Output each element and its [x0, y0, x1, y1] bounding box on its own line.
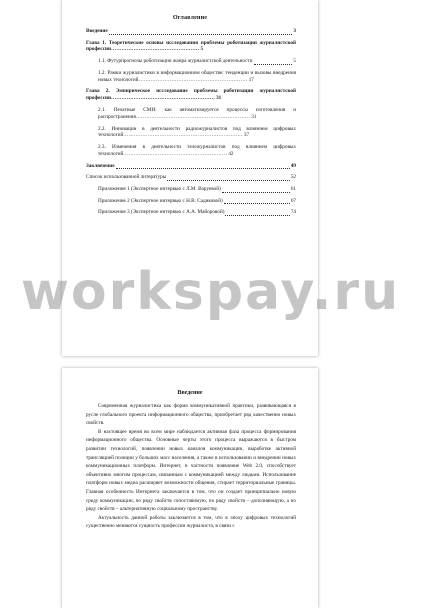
document-page-1 [62, 0, 318, 356]
toc-entry-appendix-3[interactable]: Приложение 3 (Экспертное интервью с А.А. Майоровой) 74 [98, 209, 296, 216]
toc-title: Оглавление [172, 14, 208, 21]
intro-paragraph-3: Актуальность данной работы заключается в том, что в эпоху цифровых технологий существенно меняются сущность профессии журналиста, в связи с [86, 514, 296, 530]
toc-leader [225, 211, 289, 216]
toc-entry-2-1[interactable]: 2.1. Печатные СМИ: как автоматизируется процессы изготовления и распространения………………………………………………………… 31 [98, 106, 296, 120]
toc-entry-references[interactable]: Список использованной литературы 52 [86, 174, 296, 181]
document-page-2 [62, 368, 318, 608]
watermark: workspay.ru [20, 262, 401, 322]
toc-entry-appendix-1[interactable]: Приложение 1 (Экспертное интервью с Л.М. Варуевой) 61 [98, 185, 296, 192]
toc-entry-chapter-1[interactable]: Глава 1. Теоретические основы исследования проблемы роботизации журналистской профессии…………………………………………… 5 [86, 39, 296, 53]
toc-entry-2-2[interactable]: 2.2. Инновации в деятельности радиожурналистов под влиянием цифровых технологий…………………………………………………………… 37 [98, 125, 296, 139]
toc-leader [224, 199, 290, 204]
toc-leader [254, 60, 293, 65]
intro-body [86, 402, 296, 531]
toc-leader [116, 164, 290, 169]
toc-entry-appendix-2[interactable]: Приложение 2 (Экспертное интервью с Н.В. Садиковой) 67 [98, 197, 296, 204]
toc-leader [167, 176, 290, 181]
toc-entry-conclusion[interactable]: Заключение 49 [86, 162, 296, 169]
toc-leader [222, 188, 290, 193]
table-of-contents [86, 28, 296, 216]
toc-entry-introduction[interactable]: Введение 3 [86, 28, 296, 34]
toc-entry-1-2[interactable]: 1.2. Рамки журналистики в информационном обществе: тенденции и вызовы внедрения новых технологий……………………………………………………… 17 [98, 69, 296, 83]
intro-paragraph-2: В настоящее время во всем мире наблюдается активная фаза процесса формирования информационного общества. Основные черты этого процесса выражаются в быстром развитии технологий, появлении новых каналов коммуникации, выработке активной трансляцией позиции у больших масс населения, а также в использовании и внедрении новых коммуникационных платформ. Интернет, в частности появление Web 2.0, способствует объективно многим процессам, связанным с коммуникацией между людьми. Использование платформ новых медиа расширяет возможности общения, стирает территориальные границы. Главная особенность Интернета заключается в том, что он создает принципиально новую среду коммуникации, по ряду свойств сопоставимую, по ряду свойств – дополняющую, а по ряду свойств – альтернативную социальному пространству. [86, 428, 296, 513]
toc-entry-1-1[interactable]: 1.1. Футурпрогнозы роботизации жанра журналистской деятельности 5 [98, 58, 296, 65]
toc-entry-2-3[interactable]: 2.3. Изменения в деятельности тележурналистов под влиянием цифровых технологий…………………………………………………… 42 [98, 144, 296, 157]
intro-title: Введение [177, 390, 203, 396]
toc-entry-chapter-2[interactable]: Глава 2. Эмпирическое исследование проблемы роботизации журналистской профессии…………………………………………………… 31 [86, 88, 296, 102]
toc-leader [109, 30, 293, 35]
intro-paragraph-1: Современная журналистика как форма коммуникативной практики, развивающаяся в русле глобального проекта информационного общества, приобретает ряд качественно новых свойств. [86, 403, 296, 427]
